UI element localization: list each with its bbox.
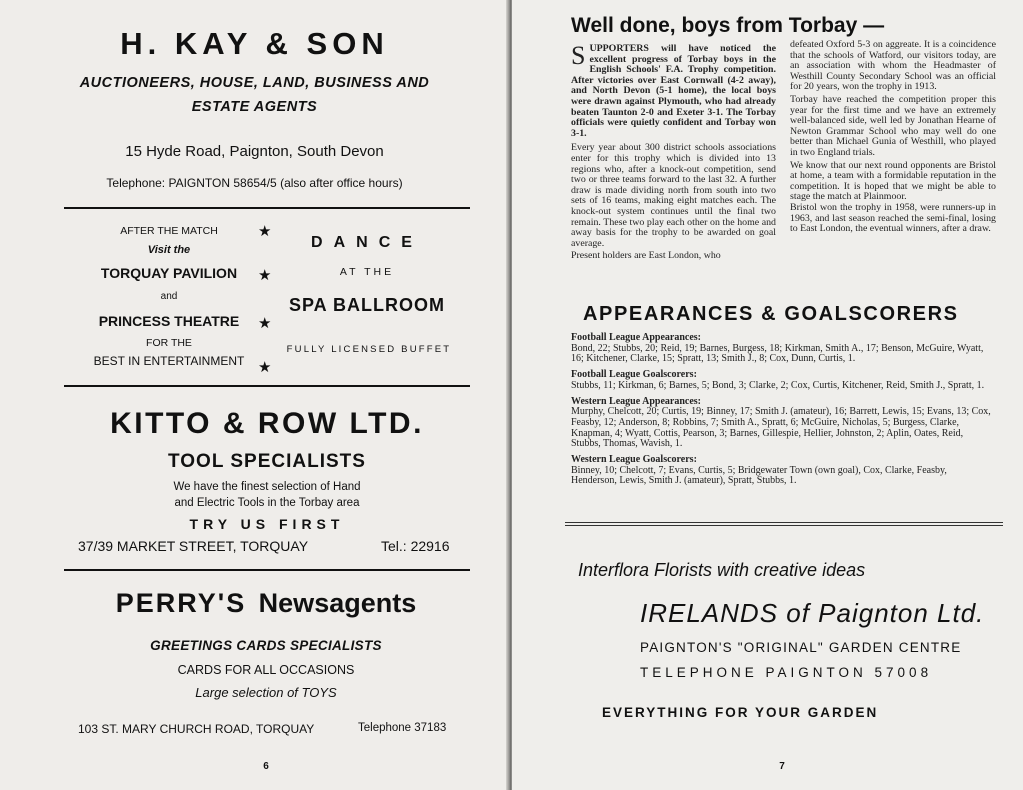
kay-tagline-2: ESTATE AGENTS xyxy=(191,99,318,115)
stats-list xyxy=(571,333,995,487)
kitto-desc-1: We have the finest selection of Hand xyxy=(173,481,361,493)
dance-buffet: FULLY LICENSED BUFFET xyxy=(286,344,452,355)
pavilion-line-3: TORQUAY PAVILION xyxy=(100,265,238,281)
left-page xyxy=(0,0,509,790)
irelands-garden: PAIGNTON'S "ORIGINAL" GARDEN CENTRE xyxy=(640,640,962,655)
kay-telephone: Telephone: PAIGNTON 58654/5 (also after office hours) xyxy=(106,176,403,190)
wl-goalscorers-heading: Western League Goalscorers: xyxy=(571,454,697,466)
pavilion-line-4: and xyxy=(160,291,178,302)
wl-goalscorers: Binney, 10; Chelcott, 7; Evans, Curtis, 5; Bridgewater Town (own goal), Cox, Clarke, Feasby, Henderson, Lewis, Smith J. (amateur), Spratt, Stubbs, 1. xyxy=(571,464,947,487)
article-para-6: Bristol won the trophy in 1958, were runners-up in 1963, and last season reached the semi-final, losing to East London, the eventual winners, after a draw. xyxy=(790,201,996,235)
wl-appearances: Murphy, Chelcott, 20; Curtis, 19; Binney, 17; Smith J. (amateur), 16; Barrett, Lewis, 15; Evans, 13; Cox, Feasby, 12; Anderson, 8; Robbins, 7; Smith A., Spratt, 6; McGuire, Nicholas, 5; Burgess, Clarke, Knapman, 4; Wyatt, Cottis, Pearson, 3; Barnes, Gillespie, Hellier, Johnston, 2; Aplin, Oates, Reid, Stubbs, Thomas, Wavish, 1. xyxy=(571,406,991,450)
kay-name: H. KAY & SON xyxy=(120,26,389,61)
perry-line-1: GREETINGS CARDS SPECIALISTS xyxy=(150,638,382,653)
kay-address: 15 Hyde Road, Paignton, South Devon xyxy=(125,143,384,160)
fl-appearances: Bond, 22; Stubbs, 20; Reid, 19; Barnes, Burgess, 18; Kirkman, Smith A., 17; Benson, McGuire, Wyatt, 16; Kitchener, Clarke, 15; Spratt, 13; Smith J., 8; Cox, Dunn, Curtis, 1. xyxy=(571,342,984,365)
pavilion-line-2: Visit the xyxy=(147,244,191,256)
irelands-name: IRELANDS of Paignton Ltd. xyxy=(640,598,985,628)
dance-venue: SPA BALLROOM xyxy=(289,295,445,315)
page-number: 7 xyxy=(779,761,785,772)
star-icon: ★ xyxy=(258,315,272,332)
pavilion-line-1: AFTER THE MATCH xyxy=(120,225,218,237)
perry-line-3: Large selection of TOYS xyxy=(195,685,337,700)
divider-2 xyxy=(64,385,470,387)
article-column-1 xyxy=(571,41,776,262)
article-para-4: Torbay have reached the competition proper this year for the first time and we have an extremely well-balanced side, well led by Jonathan Hearne of Newton Grammar School who may well do one better than Michael Gunia of Westhill, who played in two England trials. xyxy=(790,93,996,158)
perry-name-1: PERRY'S xyxy=(115,588,247,618)
fl-appearances-heading: Football League Appearances: xyxy=(571,332,701,343)
divider-1 xyxy=(64,207,470,209)
kitto-slogan: TRY US FIRST xyxy=(189,516,345,532)
star-icon: ★ xyxy=(258,359,272,376)
kitto-specialty: TOOL SPECIALISTS xyxy=(168,451,366,472)
article-para-3: defeated Oxford 5-3 on aggreate. It is a coincidence that the schools of Watford, our visitors today, are an association with whom the Headmaster of Westhill County Secondary School was an official for 20 years, won the trophy in 1913. xyxy=(790,39,996,93)
pavilion-line-5: PRINCESS THEATRE xyxy=(98,313,240,329)
star-icon: ★ xyxy=(258,223,272,240)
kitto-desc-2: and Electric Tools in the Torbay area xyxy=(174,497,360,509)
perry-address: 103 ST. MARY CHURCH ROAD, TORQUAY xyxy=(78,722,315,736)
pavilion-line-6: FOR THE xyxy=(146,337,192,349)
article-para-5: We know that our next round opponents are Bristol at home, a team with a formidable reputation in the competition. It is hoped that we might be able to stage the match at Plainmoor. xyxy=(790,159,996,203)
fl-goalscorers: Stubbs, 11; Kirkman, 6; Barnes, 5; Bond, 3; Clarke, 2; Cox, Curtis, Kitchener, Reid, Smith J., Spratt, 1. xyxy=(571,379,985,391)
article-lead xyxy=(571,41,776,139)
perry-name-2: Newsagents xyxy=(258,588,417,618)
perry-tel: Telephone 37183 xyxy=(358,722,447,734)
star-icon: ★ xyxy=(258,267,272,284)
perry-line-2: CARDS FOR ALL OCCASIONS xyxy=(177,663,355,677)
dance-at-the: AT THE xyxy=(339,266,395,278)
irelands-phone: TELEPHONE PAIGNTON 57008 xyxy=(640,665,933,680)
article-para-2: Present holders are East London, who xyxy=(571,250,721,262)
kitto-name: KITTO & ROW LTD. xyxy=(110,407,424,440)
irelands-slogan: EVERYTHING FOR YOUR GARDEN xyxy=(602,705,879,720)
kay-tagline-1: AUCTIONEERS, HOUSE, LAND, BUSINESS AND xyxy=(79,75,430,91)
kitto-address: 37/39 MARKET STREET, TORQUAY xyxy=(78,538,309,554)
article-lead-text: UPPORTERS will have noticed the excellent progress of Torbay boys in the English Schools' F.A. Trophy competition. After victories over East Cornwall (4-2 away), and North Devon (5-1 home), the local boys were drawn against Plymouth, who had already beaten Taunton 2-0 and Exeter 3-1. The Torbay officials were quietly confident and Torbay won 3-1. xyxy=(571,43,776,139)
stats-double-rule xyxy=(565,522,1003,526)
fl-goalscorers-heading: Football League Goalscorers: xyxy=(571,369,697,381)
pavilion-line-7: BEST IN ENTERTAINMENT xyxy=(93,354,245,368)
wl-appearances-heading: Western League Appearances: xyxy=(571,395,701,407)
article-column-2 xyxy=(790,40,996,235)
article-para-1: Every year about 300 district schools associations enter for this trophy which is divided into 13 regions who, after a knock-out competition, send two or three teams forward to the last 32. A further draw is made dividing north from south into two sets of 16 teams, making eight matches each. The knock-out system continues until the final two remain. These two play each other on the home and away basis for the trophy to be awarded on goal average. xyxy=(571,142,776,249)
stats-heading: APPEARANCES & GOALSCORERS xyxy=(583,303,959,325)
perry-name xyxy=(0,588,509,619)
dance-heading: DANCE xyxy=(311,234,423,251)
page-number: 6 xyxy=(263,761,269,772)
divider-3 xyxy=(64,569,470,571)
kitto-tel: Tel.: 22916 xyxy=(381,538,450,554)
interflora-line: Interflora Florists with creative ideas xyxy=(578,560,866,580)
article-title: Well done, boys from Torbay — xyxy=(571,14,885,37)
drop-cap: S xyxy=(571,41,586,70)
